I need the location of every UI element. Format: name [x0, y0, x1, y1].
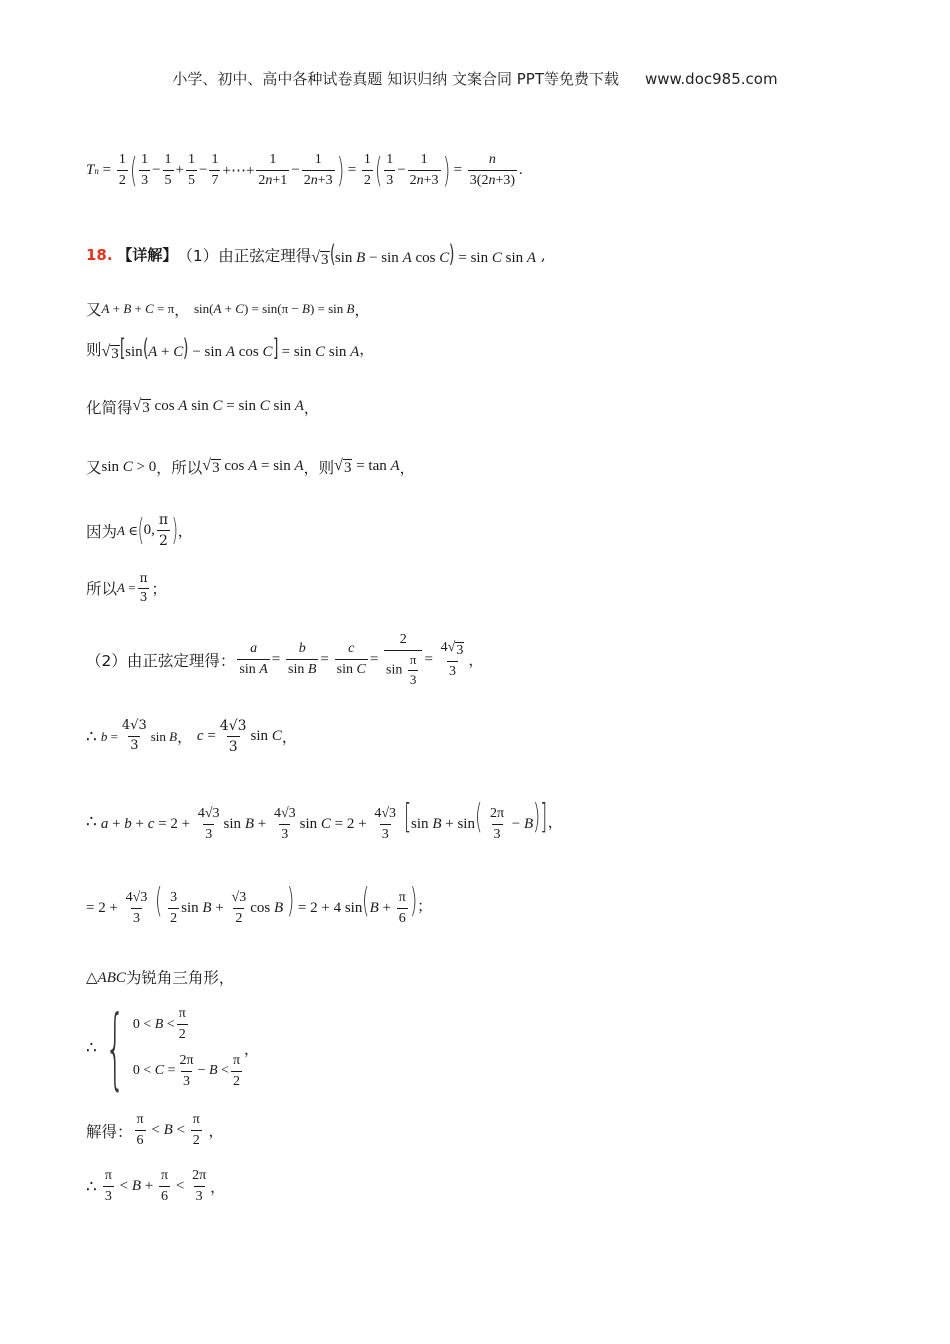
solve-label: 解得： [86, 1122, 133, 1141]
again2-label: 又 [86, 459, 102, 477]
formula-tn: T n = $\frac{1}{2}$ ( $\frac{1}{3}$ − $\frac{1}{5}$ + $\frac{1}{5}$ − $\frac{1}{7}$ +⋯+ $\frac{1}{2n+1}$ − $\frac{1}{2n+3}$ ) = $\frac{1}{2}$ ( $\frac{1}{3}$ − $\frac{1}{2n+3}$ ) = $\frac{n}{3(2n+3)}$ . [86, 150, 523, 191]
detail-tag: 【详解】 [117, 246, 178, 264]
line-angle-sum: 又 A + B + C = π ， sin(A + C) = sin(π − B) = sin B ， [86, 298, 370, 320]
line-acute: △ABC 为锐角三角形， [86, 966, 234, 988]
line-range: ∴ $\frac{\pi}{3}$ < B + $\frac{\pi}{6}$ < $\frac{2\pi}{3}$ ， [86, 1168, 226, 1205]
line-tan: 又 sin C > 0 ， 所以 √ 3 cos A = sin A ， 则 √ 3 = tan A ， [86, 457, 415, 477]
then-label: 则 [86, 340, 102, 359]
problem-number: 18. [86, 245, 113, 264]
again-label: 又 [86, 301, 102, 319]
because-label: 因为 [86, 522, 118, 541]
line-a-value: 所以 A = $\frac{\pi}{3}$ ； [86, 571, 167, 604]
so-label: 所以 [171, 459, 203, 477]
line-part2: （2）由正弦定理得： $\frac{a}{\text{sin A}}$ = $\frac{b}{\text{sin B}}$ = $\frac{c}{\text{sin C}}$ = 2 sin $\frac{\pi}{3}$ = 4 √ 3 3 ， [86, 632, 484, 688]
line-bc: ∴ b = $\frac{4√3}{3}$ sin B ， c = $\frac{4√3}{3}$ sin C ， [86, 718, 297, 756]
simplify-label: 化简得 [86, 399, 133, 417]
line-simplify: 化简得 √ 3 cos A sin C = sin C sin A ， [86, 397, 319, 417]
line-simplified: = 2 + $\frac{4√3}{3}$ ( $\frac{3}{2}$ sin B + $\frac{√3}{2}$ cos B ) = 2 + 4 sin(B + $\frac{\pi}{6}$ ) ； [86, 881, 433, 927]
then2-label: 则 [318, 459, 335, 477]
part1-label: （1）由正弦定理得 [177, 246, 312, 265]
header-site: www.doc985.com [644, 70, 778, 88]
line-system: ∴ { 0 < B < $\frac{\pi}{2}$ 0 < C = $\frac{2\pi}{3}$ − B < $\frac{\pi}{2}$ ， [86, 996, 260, 1099]
page-header [0, 68, 950, 89]
line-solve: 解得： $\frac{\pi}{6}$ < B < $\frac{\pi}{2}$ ， [86, 1112, 224, 1149]
part2-label: （2）由正弦定理得： [86, 651, 236, 670]
line-because: 因为 A ∈ ( 0, $\frac{\pi}{2}$ ) ， [86, 512, 193, 550]
acute-triangle-label: 为锐角三角形， [125, 969, 235, 987]
problem-18-intro: 18. 【详解】 （1）由正弦定理得 √ 3 (sin B − sin A cos C) = sin C sin A , [86, 240, 546, 268]
line-perimeter: ∴ a + b + c = 2 + $\frac{4√3}{3}$ sin B + $\frac{4√3}{3}$ sin C = 2 + $\frac{4√3}{3}$ [sin B + sin( $\frac{2\pi}{3}$ − B)] ， [86, 797, 563, 843]
header-text: 小学、初中、高中各种试卷真题 知识归纳 文案合同 PPT等免费下载 [172, 70, 619, 88]
so2-label: 所以 [86, 580, 118, 599]
line-then: 则 √ 3 [sin(A + C) − sin A cos C] = sin C sin A ， [86, 334, 375, 362]
